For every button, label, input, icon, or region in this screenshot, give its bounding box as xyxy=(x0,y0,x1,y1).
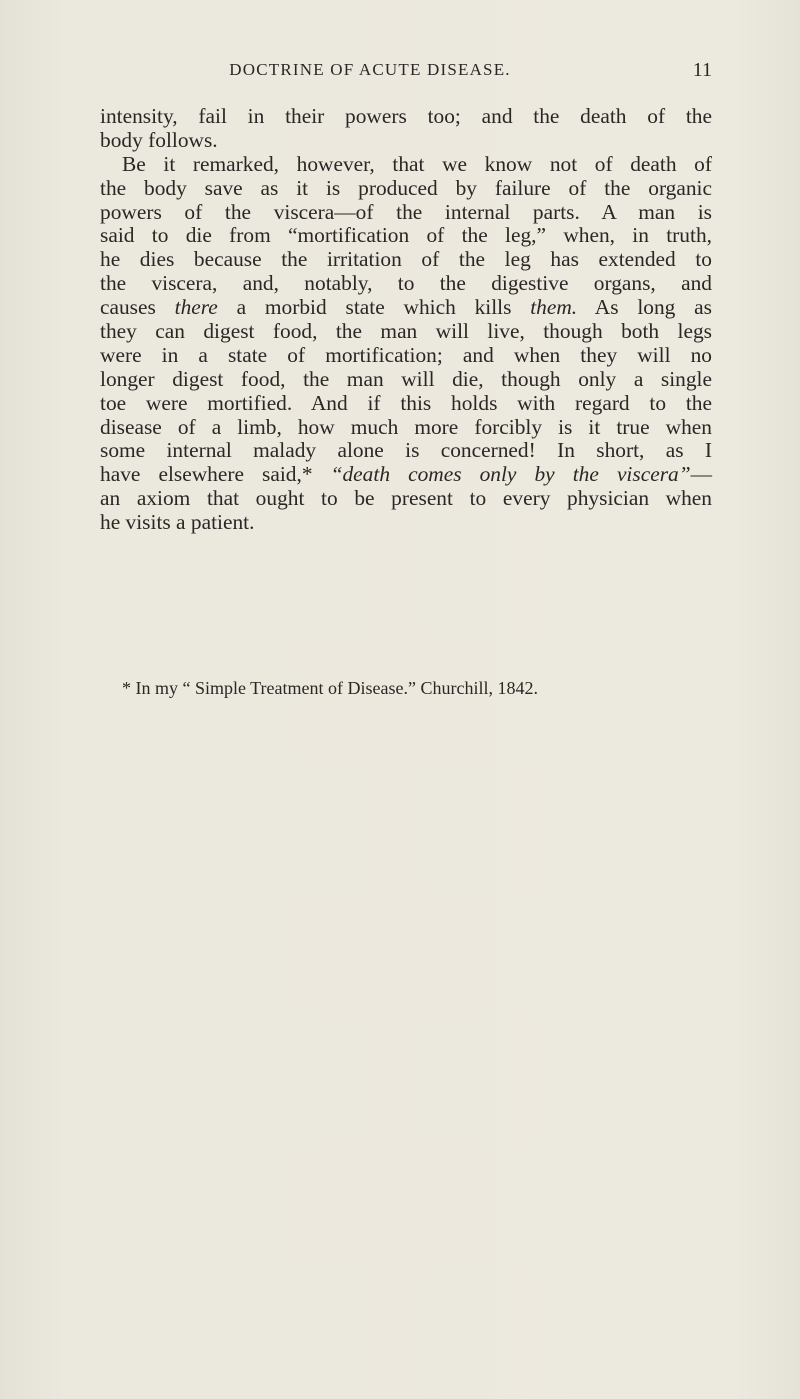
footnote: * In my “ Simple Treatment of Disease.” Churchill, 1842. xyxy=(122,678,538,698)
text-line: Be it remarked, however, that we know not of death of xyxy=(122,151,712,176)
text-line: were in a state of mortification; and when they will no xyxy=(100,342,712,367)
text-segment: As long as xyxy=(577,295,712,320)
text-line: he visits a patient. xyxy=(100,510,255,535)
text-line: disease of a limb, how much more forcibly is it true when xyxy=(100,414,712,439)
text-line: intensity, fail in their powers too; and the death of the xyxy=(100,104,712,128)
running-title: DOCTRINE OF ACUTE DISEASE. xyxy=(229,60,511,79)
text-line: the body save as it is produced by failure of the organic xyxy=(100,175,712,200)
text-line xyxy=(100,296,712,320)
text-line: toe were mortified. And if this holds with regard to the xyxy=(100,390,712,415)
emphasis-quote: “death comes only by the viscera” xyxy=(330,462,691,487)
emphasis-them: them. xyxy=(530,295,578,320)
text-line xyxy=(100,463,712,487)
text-line: the viscera, and, notably, to the digestive organs, and xyxy=(100,271,712,296)
emphasis-there: there xyxy=(174,295,218,320)
text-line: powers of the viscera—of the internal parts. A man is xyxy=(100,199,712,224)
text-line: some internal malady alone is concerned! In short, as I xyxy=(100,438,712,463)
text-line: he dies because the irritation of the leg has extended to xyxy=(100,247,712,272)
page-header xyxy=(100,60,712,90)
text-line: longer digest food, the man will die, though only a single xyxy=(100,366,712,391)
text-line: body follows. xyxy=(100,127,218,152)
text-line: they can digest food, the man will live, though both legs xyxy=(100,319,712,344)
page-number: 11 xyxy=(692,59,712,81)
text-line: said to die from “mortification of the leg,” when, in truth, xyxy=(100,223,712,248)
text-segment: causes xyxy=(100,295,175,320)
body-text xyxy=(100,105,712,535)
text-segment: a morbid state which kills xyxy=(217,295,531,320)
text-segment: have elsewhere said,* xyxy=(100,462,331,487)
text-segment: — xyxy=(690,462,712,487)
text-line: an axiom that ought to be present to every physician when xyxy=(100,486,712,511)
